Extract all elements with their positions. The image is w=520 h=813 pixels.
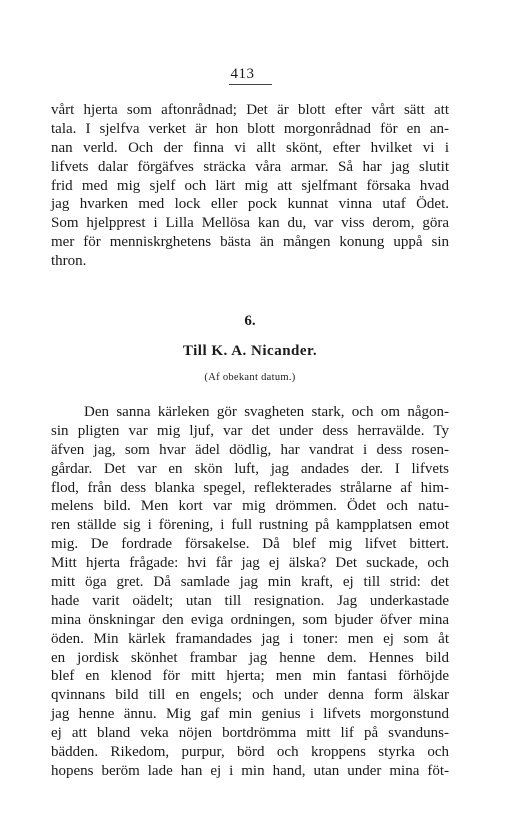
text-line: gårdar. Det var en skön luft, jag andades der. I lifvets — [51, 460, 449, 477]
page-number: 413 — [230, 66, 255, 82]
text-line: frid med mig sjelf och lärt mig att sjelfmant försaka hvad — [51, 177, 449, 194]
text-line: thron. — [51, 253, 87, 270]
text-line: hade varit oädelt; utan till resignation. Jag underkastade — [51, 592, 449, 609]
text-line: Den sanna kärleken gör svagheten stark, och om någon- — [84, 404, 449, 420]
text-line: jag henne ännu. Mig gaf min genius i lifvets morgonstund — [51, 706, 449, 723]
top-paragraph — [51, 101, 449, 271]
text-line: ren ställde sig i förening, i full rustning på kampplatsen emot — [51, 517, 449, 534]
text-line: ej att bland veka nöjen bortdrömma mitt lif på svanduns- — [51, 725, 449, 742]
text-line: nan verld. Och der finna vi allt skönt, efter hvilket vi i — [51, 139, 449, 156]
text-line: melens bild. Men kort var mig drömmen. Ödet och natu- — [51, 498, 449, 515]
letter-body — [51, 403, 449, 781]
text-line: hopens beröm lade han ej i min hand, utan under mina föt- — [51, 762, 449, 779]
text-line: en jordisk skönhet frambar jag henne dem. Hennes bild — [51, 649, 449, 666]
text-line: mitt öga gret. Då samlade jag min kraft, ej till strid: det — [51, 574, 449, 591]
text-line: tala. I sjelfva verket är hon blott morgonrådnad för en an- — [51, 120, 449, 137]
text-line: jag hvarken med lock eller pock kunnat vinna utaf Ödet. — [51, 196, 449, 213]
text-line: öden. Min kärlek framandades jag i toner: men ej som åt — [51, 630, 449, 647]
text-line: sin pligten var mig ljuf, var det under dess herravälde. Ty — [51, 422, 449, 439]
text-line: qvinnans bild till en engels; och under denna form älskar — [51, 687, 449, 704]
date-note: (Af obekant datum.) — [204, 372, 296, 383]
text-line: Mitt hjerta frågade: hvi får jag ej älska? Det suckade, och — [51, 555, 449, 572]
text-line: blef en klenod för mitt hjerta; men min fantasi förhöjde — [51, 668, 449, 685]
text-line: mig. De fordrade försakelse. Då blef mig lifvet bittert. — [51, 536, 449, 553]
text-line: äfven jag, som hvar ädel dödlig, har vandrat i dess rosen- — [51, 441, 449, 458]
letter-title: Till K. A. Nicander. — [182, 343, 318, 359]
page-number-rule — [229, 84, 272, 85]
section-number: 6. — [244, 313, 256, 329]
text-line: Som hjelpprest i Lilla Mellösa kan du, var viss derom, göra — [51, 215, 449, 232]
text-line: flod, från dess blanka spegel, reflekterades strålarne af him- — [51, 479, 449, 496]
text-line: vårt hjerta som aftonrådnad; Det är blott efter vårt sätt att — [51, 102, 449, 118]
text-line: lifvets dalar förgäfves sträcka våra armar. Så har jag slutit — [51, 158, 449, 175]
text-line: mer för menniskrghetens bästa än mången konung uppå sin — [51, 234, 449, 251]
text-line: bädden. Rikedom, purpur, börd och kroppens styrka och — [51, 744, 449, 761]
text-line: mina önskningar den eviga ordningen, som bjuder öfver mina — [51, 611, 449, 628]
